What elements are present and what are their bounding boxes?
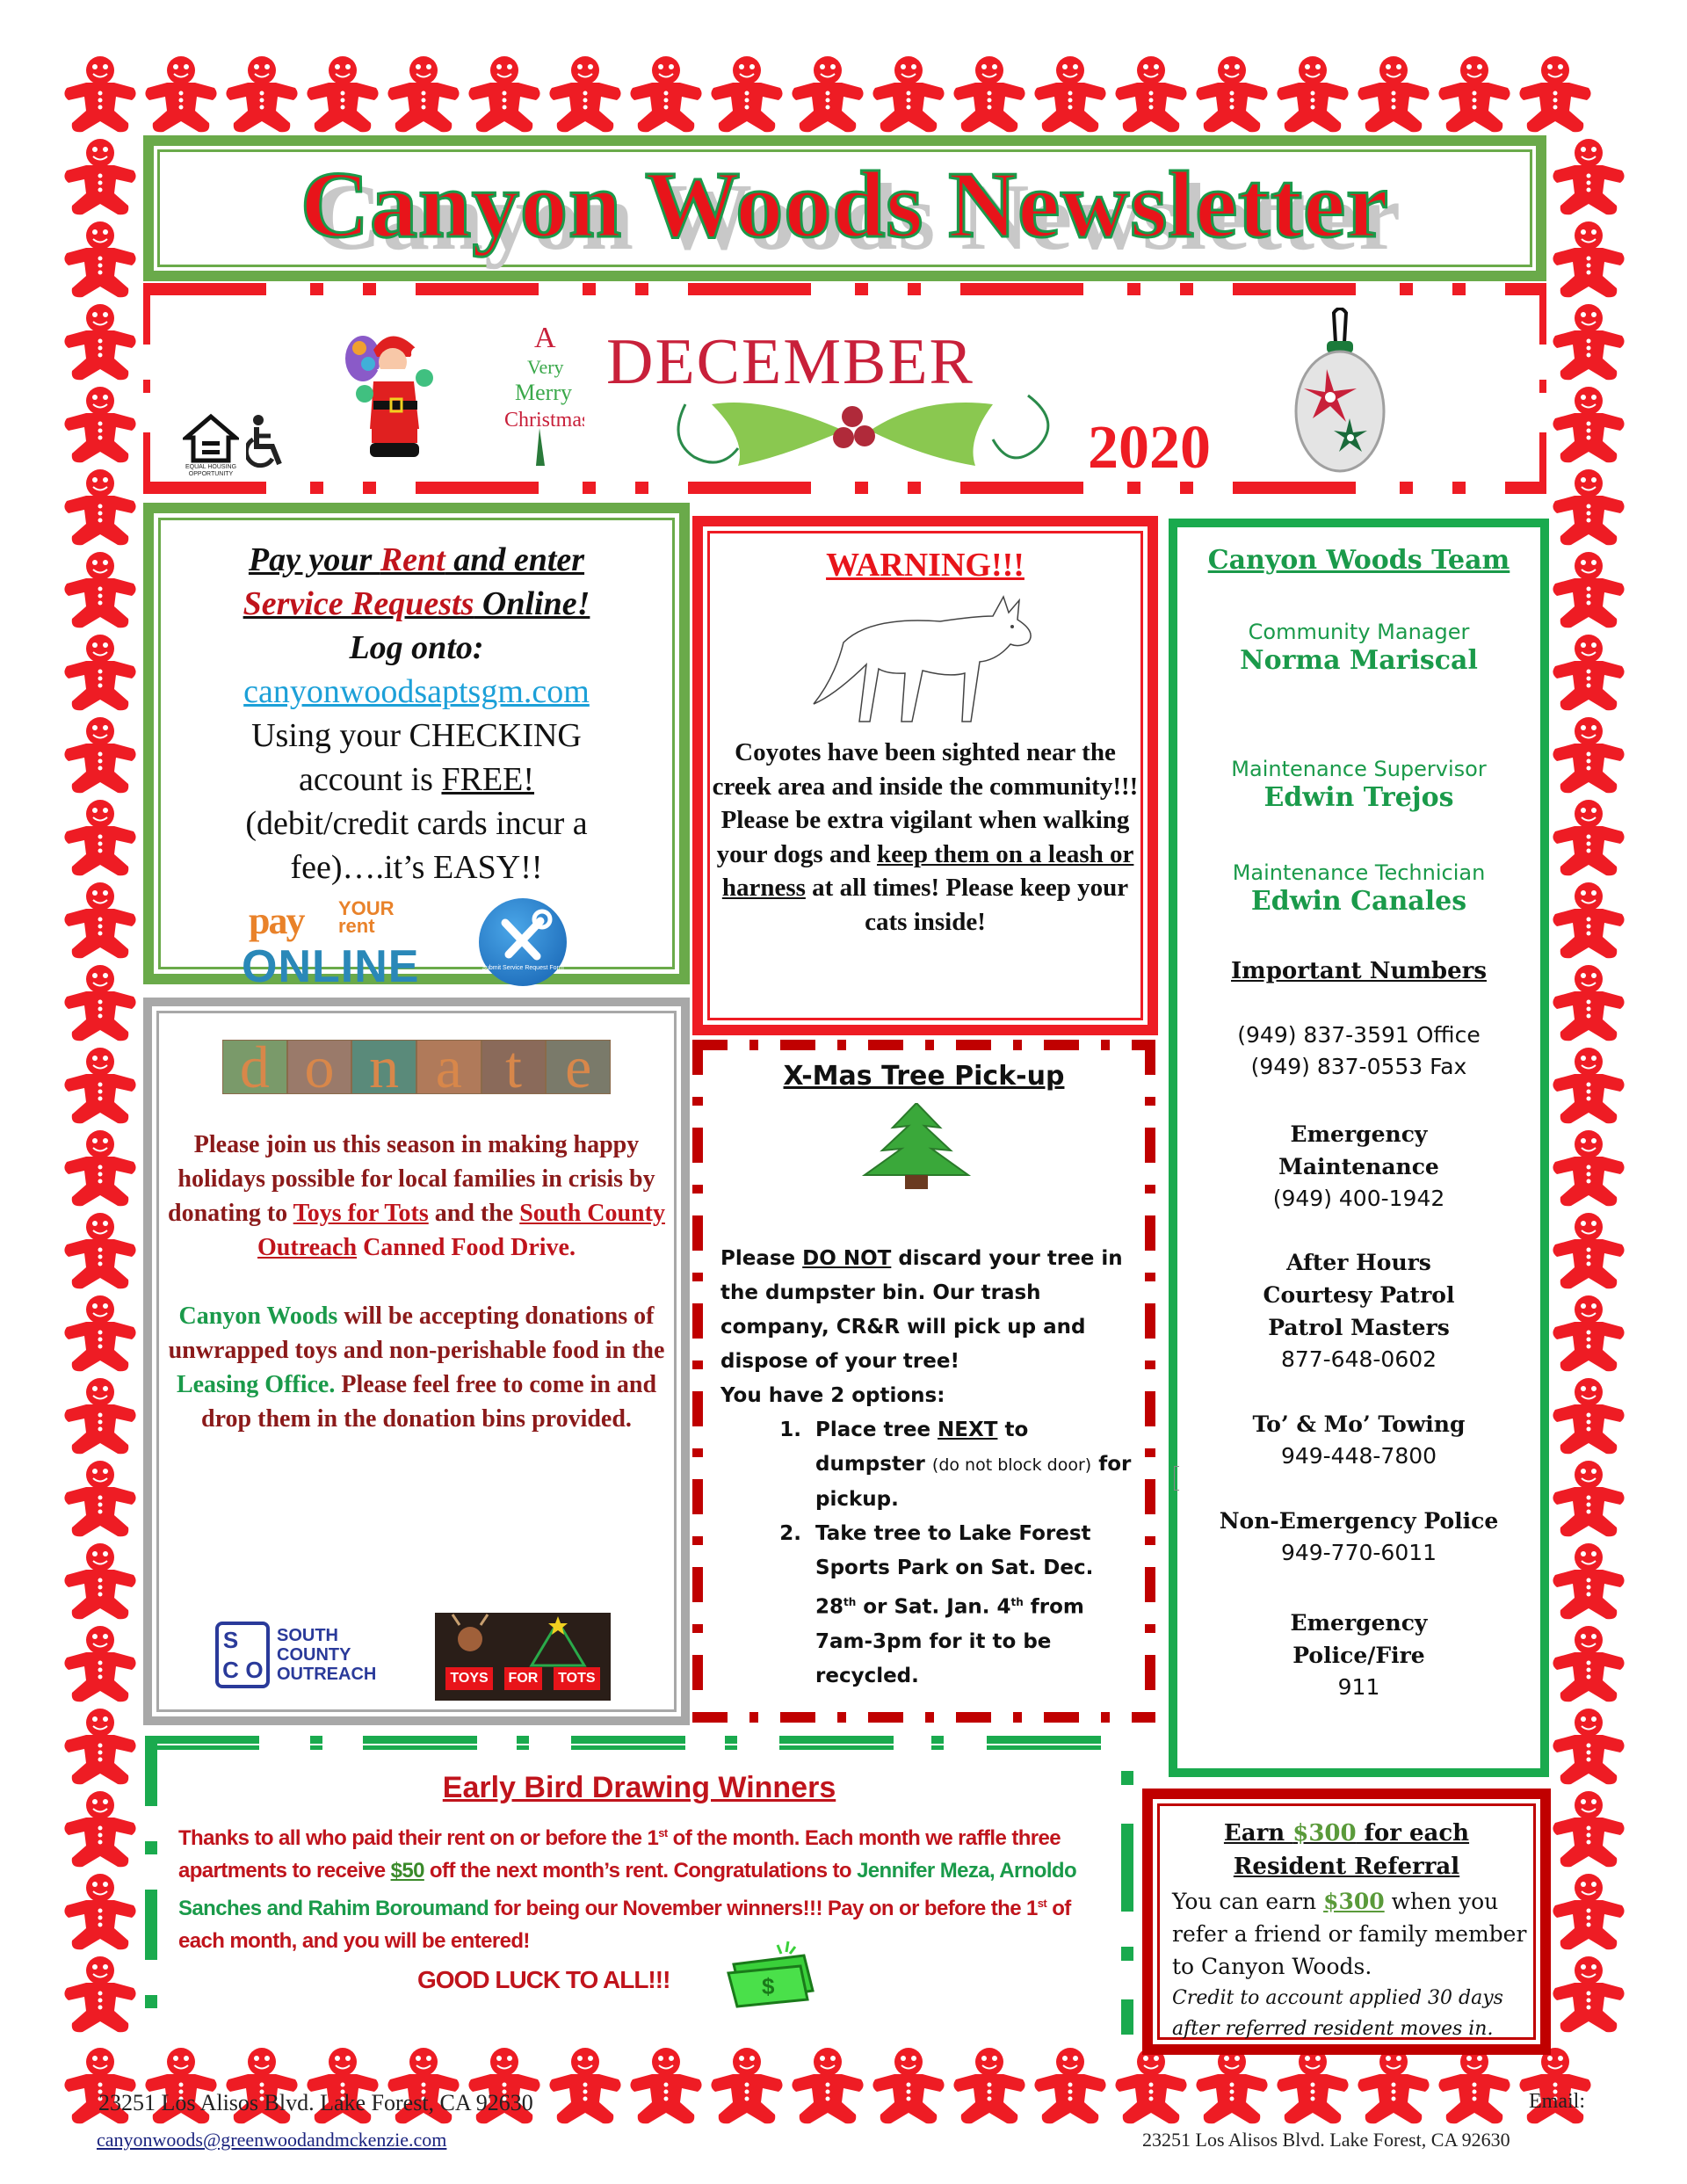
resident-referral-box <box>1142 1789 1551 2055</box>
year-label: 2020 <box>1088 414 1211 482</box>
gingerbread-man-icon <box>1030 53 1111 135</box>
gingerbread-man-icon <box>60 135 141 218</box>
donate-paragraph-1: Please join us this season in making happy holidays possible for local families in crisis by donating to Toys for Tots and the South County Outreach Canned Food Drive. <box>168 1131 665 1261</box>
gingerbread-man-icon <box>1548 1953 1629 2035</box>
equal-housing-icon <box>183 413 239 466</box>
early-bird-text: Thanks to all who paid their rent on or before the 1st of the month. Each month we raffle three apartments to receive $50 off the next month’s rent. Congratulations to Jennifer Meza, Arnoldo Sanches and Rahim Boroumand for being our November winners!!! Pay on or before the 1st of each month, and you will be entered! <box>178 1826 1077 1953</box>
green-dash <box>363 1736 477 1750</box>
toys-for-tots-link[interactable]: Toys for Tots <box>293 1200 429 1227</box>
contact-towing: To’ & Mo’ Towing 949-448-7800 <box>1252 1411 1466 1469</box>
gingerbread-man-icon <box>60 796 141 879</box>
dash-border-right <box>1145 1040 1155 1723</box>
referral-note: Credit to account applied 30 days after referred resident moves in. <box>1172 1987 1503 2040</box>
green-dash <box>779 1736 894 1750</box>
south-county-outreach-logo: S C O SOUTH COUNTY OUTREACH <box>215 1622 376 1688</box>
gingerbread-man-icon <box>60 1127 141 1209</box>
month-label: DECEMBER <box>606 326 974 398</box>
gingerbread-man-icon <box>383 53 464 135</box>
banner-dash-left <box>143 283 150 494</box>
gingerbread-man-icon <box>1111 53 1191 135</box>
wheelchair-icon <box>246 413 290 469</box>
team-member: Maintenance Technician Edwin Canales <box>1232 860 1486 917</box>
options-label: You have 2 options: <box>720 1384 945 1407</box>
team-member: Maintenance Supervisor Edwin Trejos <box>1231 757 1487 813</box>
gingerbread-man-icon <box>60 1209 141 1292</box>
gingerbread-man-icon <box>787 2044 868 2127</box>
svg-text:Merry: Merry <box>515 380 572 405</box>
gingerbread-man-icon <box>1548 548 1629 631</box>
pay-your-rent-online-button[interactable]: pay YOUR rent ONLINE <box>242 897 420 992</box>
coyote-warning-box <box>692 516 1158 1035</box>
gingerbread-man-icon <box>1272 2044 1353 2127</box>
gingerbread-man-icon <box>626 53 706 135</box>
gingerbread-man-icon <box>60 1540 141 1622</box>
gingerbread-man-icon <box>1548 301 1629 383</box>
green-dash <box>725 1736 737 1750</box>
gingerbread-border-top <box>60 53 1596 135</box>
gingerbread-man-icon <box>1548 796 1629 879</box>
gingerbread-man-icon <box>1030 2044 1111 2127</box>
gingerbread-man-icon <box>60 1788 141 1870</box>
footer-email-link[interactable]: canyonwoods@greenwoodandmckenzie.com <box>97 2129 447 2151</box>
gingerbread-man-icon <box>1272 53 1353 135</box>
pine-tree-icon <box>859 1103 974 1191</box>
footer-address: 23251 Los Alisos Blvd. Lake Forest, CA 92630 <box>1142 2129 1510 2151</box>
xmas-tree-pickup-box <box>692 1040 1155 1723</box>
newsletter-title: Canyon Woods Newsletter <box>300 153 1389 258</box>
money-icon <box>716 1938 822 2008</box>
warning-title: WARNING!!! <box>826 547 1025 584</box>
south-county-outreach-link[interactable]: South County Outreach <box>257 1200 665 1261</box>
pay-heading-line2: Service Requests Online! <box>243 585 590 622</box>
green-dash <box>571 1736 685 1750</box>
gingerbread-man-icon <box>626 2044 706 2127</box>
xmas-intro: Please DO NOT discard your tree in the dumpster bin. Our trash company, CR&R will pick up and dispose of your tree! <box>720 1247 1123 1373</box>
gingerbread-man-icon <box>1548 1375 1629 1457</box>
gingerbread-man-icon <box>60 218 141 301</box>
gingerbread-man-icon <box>1548 1540 1629 1622</box>
gingerbread-man-icon <box>60 548 141 631</box>
holly-icon <box>659 387 1063 475</box>
gingerbread-man-icon <box>1353 53 1434 135</box>
contact-non-emergency-police: Non-Emergency Police 949-770-6011 <box>1219 1508 1499 1565</box>
newsletter-title-box <box>143 135 1546 281</box>
svg-text:Christmas: Christmas <box>504 409 584 432</box>
gingerbread-man-icon <box>1548 1705 1629 1788</box>
gingerbread-man-icon <box>60 1870 141 1953</box>
gingerbread-man-icon <box>1548 1788 1629 1870</box>
gingerbread-man-icon <box>60 1705 141 1788</box>
banner-dash-bottom <box>143 482 1546 494</box>
toys-for-tots-logo: TOYS FOR TOTS <box>435 1613 611 1701</box>
service-request-button[interactable]: Submit Service Request Form <box>479 898 567 986</box>
gingerbread-man-icon <box>60 1375 141 1457</box>
office-fax-numbers: (949) 837-3591 Office (949) 837-0553 Fax <box>1237 1022 1481 1079</box>
gingerbread-man-icon <box>60 1622 141 1705</box>
santa-icon <box>338 323 444 464</box>
canyon-woods-team-box <box>1169 519 1549 1777</box>
gingerbread-man-icon <box>1548 1044 1629 1127</box>
gingerbread-man-icon <box>1548 879 1629 961</box>
warning-paragraph-2: Please be extra vigilant when walking your dogs and keep them on a leash or harness at all times! Please keep your cats inside! <box>716 806 1134 936</box>
gingerbread-border-right <box>1548 135 1629 2035</box>
gingerbread-man-icon <box>60 383 141 466</box>
text-cursor-mark <box>1174 1466 1179 1491</box>
option-1: 1. Place tree NEXT to dumpster (do not block door) for pickup. <box>808 1413 1138 1517</box>
dash-border-top <box>692 1040 1155 1050</box>
gingerbread-man-icon <box>1548 714 1629 796</box>
gingerbread-man-icon <box>60 1457 141 1540</box>
svg-text:A: A <box>534 322 556 354</box>
footer-address-obscured: 23251 Los Alisos Blvd. Lake Forest, CA 92630 <box>98 2090 533 2115</box>
gingerbread-man-icon <box>302 53 383 135</box>
gingerbread-man-icon <box>60 1044 141 1127</box>
gingerbread-man-icon <box>60 879 141 961</box>
referral-title: Earn $300 for each Resident Referral <box>1223 1820 1470 1880</box>
gingerbread-man-icon <box>1548 1870 1629 1953</box>
team-title: Canyon Woods Team <box>1207 545 1510 576</box>
merry-christmas-tree-icon <box>501 312 584 466</box>
gingerbread-man-icon <box>1515 53 1596 135</box>
gingerbread-man-icon <box>1548 631 1629 714</box>
gingerbread-man-icon <box>1515 2044 1596 2127</box>
gingerbread-man-icon <box>60 1953 141 2035</box>
donate-box <box>143 998 690 1725</box>
pay-heading-line1: Pay your Rent and enter <box>248 541 585 578</box>
contact-courtesy-patrol: After Hours Courtesy Patrol Patrol Masters 877-648-0602 <box>1263 1250 1455 1372</box>
banner-dash-right <box>1539 283 1546 494</box>
donate-paragraph-2: Canyon Woods will be accepting donations of unwrapped toys and non-perishable food in the Leasing Office. Please feel free to come in and drop them in the donation bins provided. <box>168 1302 665 1433</box>
option-2: 2. Take tree to Lake Forest Sports Park on Sat. Dec. 28th or Sat. Jan. 4th from 7am-3pm for it to be recycled. <box>808 1517 1138 1694</box>
green-dash <box>987 1736 1101 1750</box>
gingerbread-man-icon <box>141 53 221 135</box>
gingerbread-man-icon <box>1434 53 1515 135</box>
gingerbread-man-icon <box>1548 135 1629 218</box>
coyote-icon <box>808 590 1046 730</box>
gingerbread-man-icon <box>1191 53 1272 135</box>
gingerbread-man-icon <box>545 53 626 135</box>
important-numbers-title: Important Numbers <box>1231 958 1487 984</box>
gingerbread-man-icon <box>706 53 787 135</box>
donate-image: d o n a t e <box>222 1040 611 1094</box>
gingerbread-man-icon <box>1353 2044 1434 2127</box>
pay-rent-online-box <box>143 503 690 992</box>
green-dash <box>145 1736 259 1750</box>
gingerbread-man-icon <box>1548 1209 1629 1292</box>
team-member: Community Manager Norma Mariscal <box>1240 620 1478 676</box>
footer-email-label: Email: <box>1529 2090 1585 2113</box>
gingerbread-man-icon <box>1548 1457 1629 1540</box>
referral-text: You can earn $300 when you refer a friend or family member to Canyon Woods. Credit to account applied 30 days after referred resident moves in. <box>1172 1885 1531 2044</box>
gingerbread-man-icon <box>949 2044 1030 2127</box>
gingerbread-man-icon <box>949 53 1030 135</box>
good-luck-label: GOOD LUCK TO ALL!!! <box>417 1966 670 1993</box>
gingerbread-man-icon <box>868 53 949 135</box>
gingerbread-man-icon <box>1548 1292 1629 1375</box>
log-onto-label: Log onto: <box>349 629 484 666</box>
early-bird-title: Early Bird Drawing Winners <box>442 1771 836 1804</box>
gingerbread-man-icon <box>1548 466 1629 548</box>
xmas-tree-title: X-Mas Tree Pick-up <box>783 1061 1065 1092</box>
gingerbread-man-icon <box>60 53 141 135</box>
gingerbread-man-icon <box>1111 2044 1191 2127</box>
gingerbread-border-left <box>60 135 141 2035</box>
green-dash <box>310 1736 322 1750</box>
banner-dash-top <box>143 283 1546 295</box>
gingerbread-man-icon <box>60 631 141 714</box>
gingerbread-man-icon <box>868 2044 949 2127</box>
gingerbread-man-icon <box>1548 961 1629 1044</box>
green-dash <box>931 1736 944 1750</box>
gingerbread-man-icon <box>545 2044 626 2127</box>
warning-paragraph-1: Coyotes have been sighted near the creek area and inside the community!!! <box>712 738 1139 801</box>
free-line: account is FREE! <box>298 761 535 798</box>
gingerbread-man-icon <box>60 1292 141 1375</box>
easy-line: fee)….it’s EASY!! <box>290 849 543 886</box>
gingerbread-man-icon <box>60 301 141 383</box>
green-dash-right <box>1121 1771 1133 2035</box>
svg-text:Very: Very <box>527 356 564 378</box>
website-link[interactable]: canyonwoodsaptsgm.com <box>243 673 590 710</box>
gingerbread-man-icon <box>1548 383 1629 466</box>
gingerbread-man-icon <box>787 53 868 135</box>
fee-line: (debit/credit cards incur a <box>245 805 588 842</box>
gingerbread-man-icon <box>1191 2044 1272 2127</box>
gingerbread-man-icon <box>706 2044 787 2127</box>
gingerbread-man-icon <box>60 714 141 796</box>
contact-emergency-maintenance: Emergency Maintenance (949) 400-1942 <box>1272 1121 1445 1211</box>
gingerbread-man-icon <box>60 961 141 1044</box>
gingerbread-man-icon <box>1434 2044 1515 2127</box>
contact-emergency-police-fire: Emergency Police/Fire 911 <box>1290 1610 1428 1700</box>
gingerbread-man-icon <box>1548 1127 1629 1209</box>
gingerbread-man-icon <box>1548 218 1629 301</box>
ornament-icon <box>1292 308 1388 475</box>
green-dash <box>517 1736 529 1750</box>
gingerbread-man-icon <box>221 53 302 135</box>
gingerbread-man-icon <box>464 53 545 135</box>
svg-text:$: $ <box>762 1973 775 1999</box>
equal-housing-label: EQUAL HOUSING OPPORTUNITY <box>185 464 237 477</box>
early-bird-drawing-box <box>145 1736 1133 2035</box>
dash-border-left <box>692 1040 703 1723</box>
checking-line: Using your CHECKING <box>251 717 582 754</box>
dash-border-bottom <box>692 1712 1155 1723</box>
gingerbread-man-icon <box>60 466 141 548</box>
gingerbread-man-icon <box>1548 1622 1629 1705</box>
wrench-screwdriver-icon <box>479 898 567 986</box>
